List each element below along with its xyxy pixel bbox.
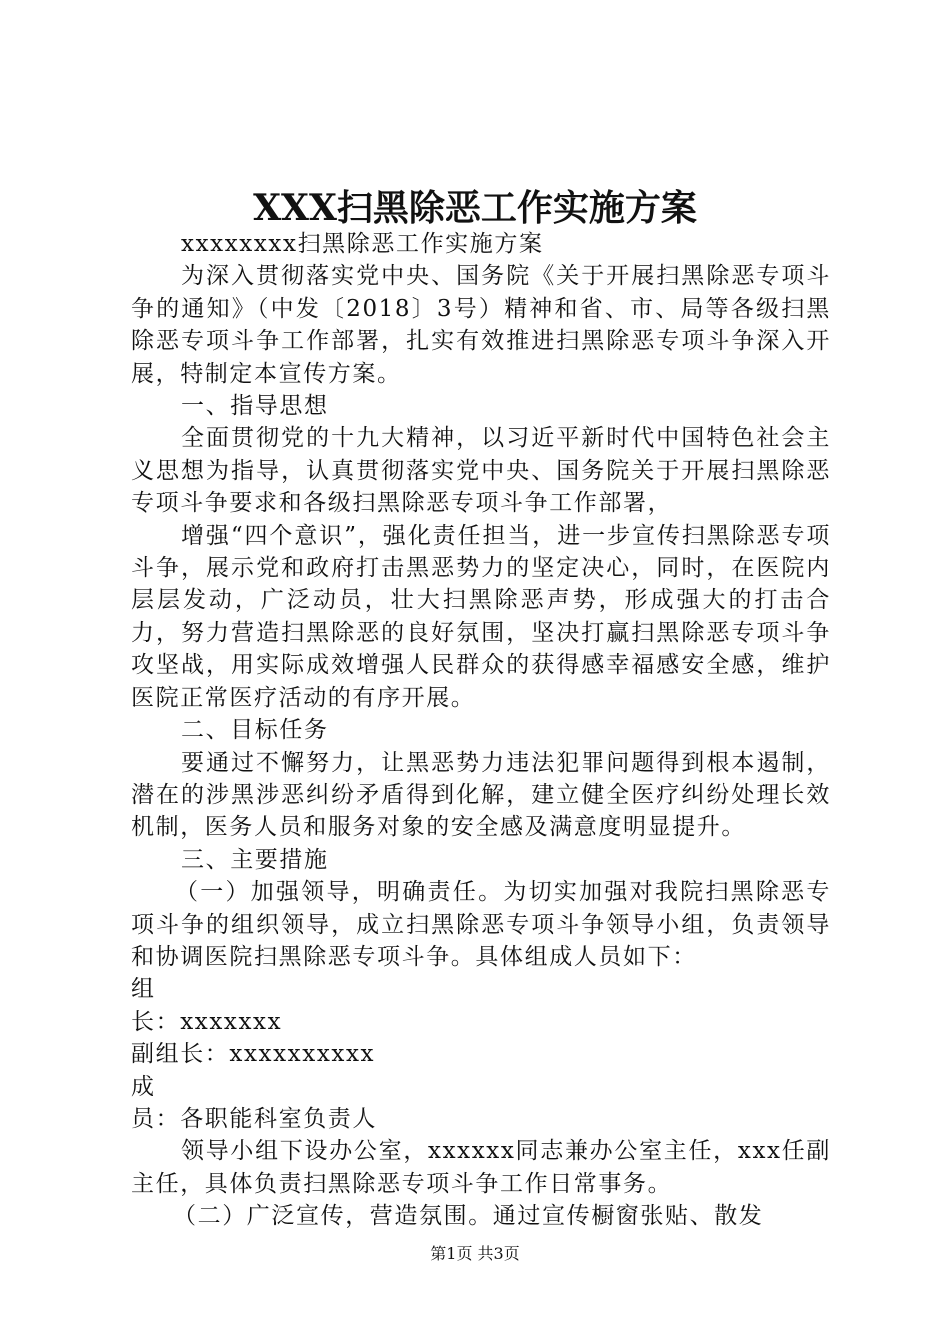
paragraph-measure-one: （一）加强领导，明确责任。为切实加强对我院扫黑除恶专项斗争的组织领导，成立扫黑除恶专项斗争领导小组，负责领导和协调医院扫黑除恶专项斗争。具体组成人员如下： [131,879,831,970]
document-body [131,228,831,1233]
heading-main-measures: 三、主要措施 [181,846,329,873]
paragraph-office: 领导小组下设办公室，xxxxxx同志兼办公室主任，xxx任副主任，具体负责扫黑除恶专项斗争工作日常事务。 [131,1138,831,1197]
paragraph-four-consciousness: 增强“四个意识”，强化责任担当，进一步宣传扫黑除恶专项斗争，展示党和政府打击黑恶势力的坚定决心，同时，在医院内层层发动，广泛动员，壮大扫黑除恶声势，形成强大的打击合力，努力营造扫黑除恶的良好氛围，坚决打赢扫黑除恶专项斗争攻坚战，用实际成效增强人民群众的获得感幸福感安全感，维护医院正常医疗活动的有序开展。 [131,522,831,711]
role-members-part2: 员：各职能科室负责人 [131,1105,377,1132]
heading-goals: 二、目标任务 [181,717,329,744]
heading-guiding-ideology: 一、指导思想 [181,393,329,420]
page-indicator: 第1页 共3页 [430,1244,520,1263]
paragraph-intro: 为深入贯彻落实党中央、国务院《关于开展扫黑除恶专项斗争的通知》（中发〔2018〕3号）精神和省、市、局等各级扫黑除恶专项斗争工作部署，扎实有效推进扫黑除恶专项斗争深入开展，特制定本宣传方案。 [131,263,831,387]
paragraph-subtitle: xxxxxxxx扫黑除恶工作实施方案 [181,231,544,257]
paragraph-goals: 要通过不懈努力，让黑恶势力违法犯罪问题得到根本遏制，潜在的涉黑涉恶纠纷矛盾得到化解，建立健全医疗纠纷处理长效机制，医务人员和服务对象的安全感及满意度明显提升。 [131,749,831,841]
role-leader-part1: 组 [131,976,156,1003]
document-title: XXX扫黑除恶工作实施方案 [253,187,697,229]
role-deputy-leader: 副组长：xxxxxxxxxx [131,1041,376,1068]
role-leader-part2: 长：xxxxxxx [131,1008,283,1035]
role-members-part1: 成 [131,1073,156,1100]
paragraph-measure-two: （二）广泛宣传，营造氛围。通过宣传橱窗张贴、散发 [173,1203,764,1230]
paragraph-guiding-ideology: 全面贯彻党的十九大精神，以习近平新时代中国特色社会主义思想为指导，认真贯彻落实党中央、国务院关于开展扫黑除恶专项斗争要求和各级扫黑除恶专项斗争工作部署， [131,425,831,517]
